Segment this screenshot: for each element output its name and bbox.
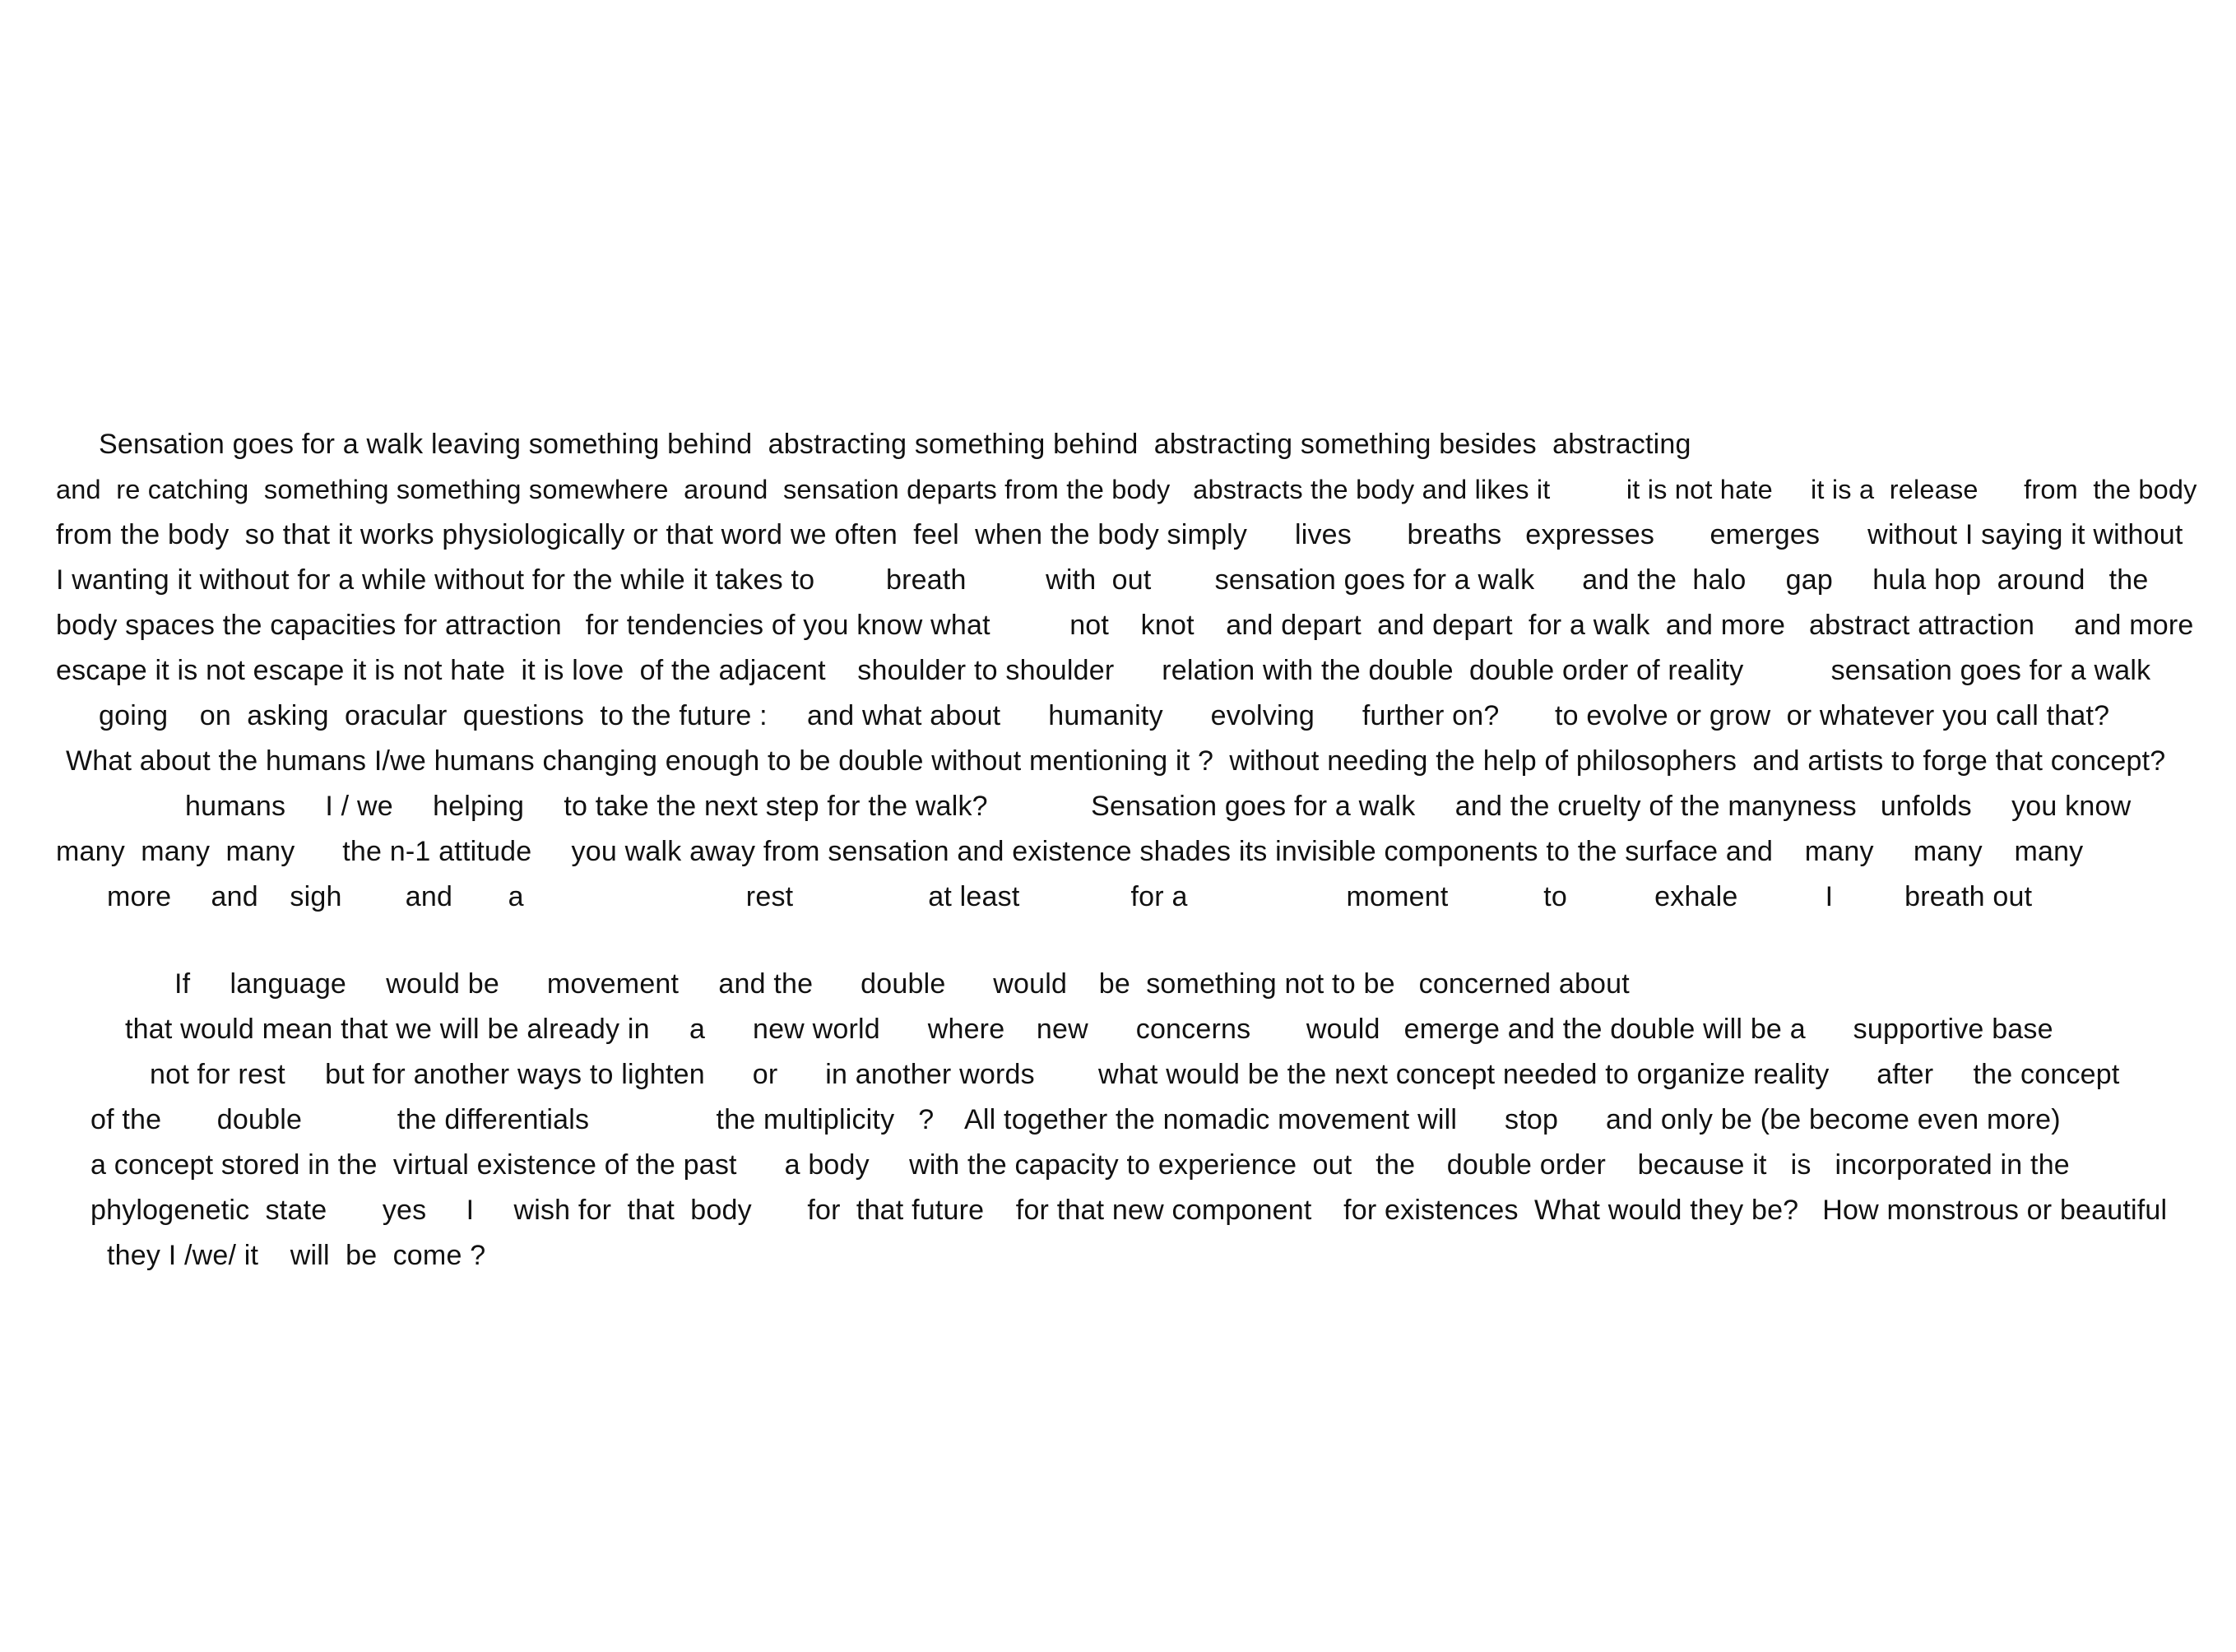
poem-line: not for rest but for another ways to lighten or in another words what would be the next concept needed to organize reality after the concept (150, 1059, 2120, 1090)
poem-line: I wanting it without for a while without for the while it takes to breath with out sensation goes for a walk and the halo gap hula hop around the (56, 564, 2149, 596)
poem-line: of the double the differentials the multiplicity ? All together the nomadic movement will stop and only be (be become even more) (90, 1104, 2061, 1135)
poem-line: What about the humans I/we humans changing enough to be double without mentioning it ? without needing the help of philosophers and artists to forge that concept? (66, 745, 2166, 777)
poem-line: body spaces the capacities for attraction for tendencies of you know what not knot and depart and depart for a walk and more abstract attraction and more (56, 610, 2194, 641)
poem-line: If language would be movement and the double would be something not to be concerned about (174, 968, 1630, 1000)
poem-line: Sensation goes for a walk leaving something behind abstracting something behind abstracting something besides abstracting (99, 429, 1691, 460)
poem-line: more and sigh and a rest at least for a moment to exhale I breath out (107, 881, 2033, 912)
poem-line: that would mean that we will be already in a new world where new concerns would emerge and the double will be a supportive base (125, 1014, 2053, 1045)
poem-line: going on asking oracular questions to the future : and what about humanity evolving further on? to evolve or grow or whatever you call that? (99, 700, 2110, 731)
poem-line: phylogenetic state yes I wish for that body for that future for that new component for existences What would they be? How monstrous or beautiful (90, 1195, 2168, 1226)
poem-line: humans I / we helping to take the next step for the walk? Sensation goes for a walk and the cruelty of the manyness unfolds you know (185, 791, 2132, 822)
poem-line: many many many the n-1 attitude you walk away from sensation and existence shades its invisible components to the surface and many many many (56, 836, 2084, 867)
poem-line: and re catching something something somewhere around sensation departs from the body abstracts the body and likes it it is not hate it is a release from the body (56, 475, 2197, 504)
poem-line: escape it is not escape it is not hate it is love of the adjacent shoulder to shoulder relation with the double double order of reality sensation goes for a walk (56, 655, 2151, 686)
poem-line: from the body so that it works physiologically or that word we often feel when the body simply lives breaths expresses emerges without I saying it without (56, 519, 2183, 550)
poem-line: they I /we/ it will be come ? (107, 1240, 486, 1271)
poem-line: a concept stored in the virtual existence of the past a body with the capacity to experience out the double order because it is incorporated in the (90, 1149, 2070, 1181)
